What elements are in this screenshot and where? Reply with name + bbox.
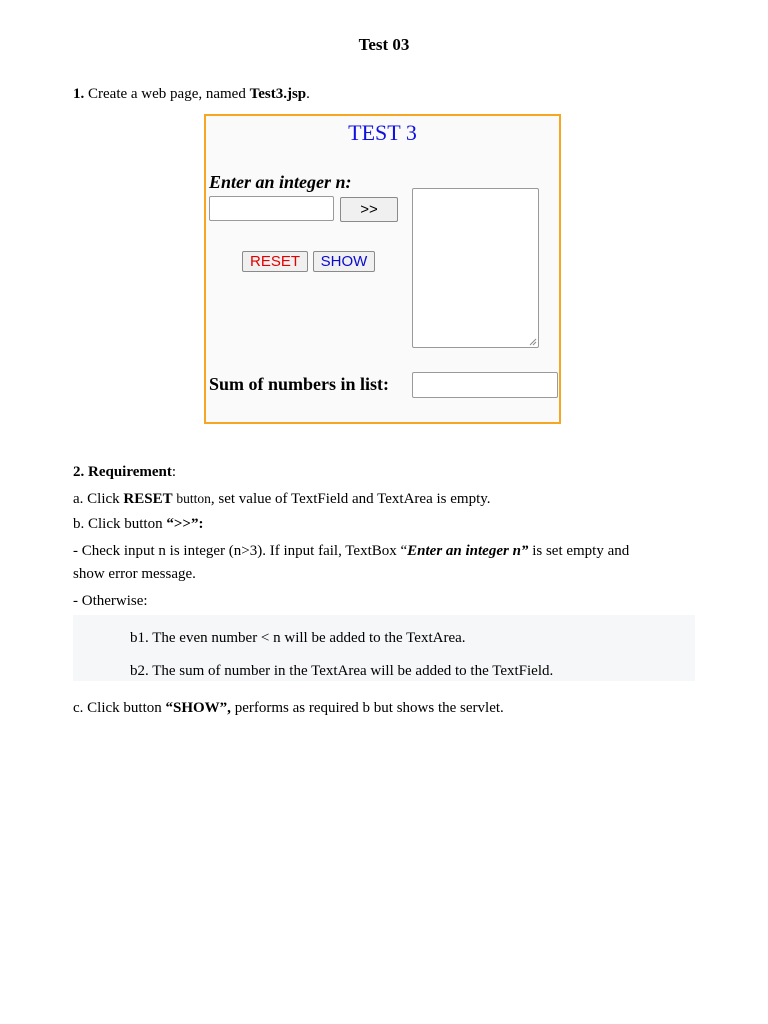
reset-button[interactable]: RESET — [242, 251, 308, 272]
requirement-a-rest: , set value of TextField and TextArea is empty. — [210, 491, 491, 507]
show-button[interactable]: SHOW — [313, 251, 375, 272]
requirement-b2: b2. The sum of number in the TextArea will be added to the TextField. — [130, 663, 554, 679]
section-2-heading: 2. Requirement — [73, 464, 172, 480]
requirement-c — [73, 700, 504, 717]
section-2-heading-line — [73, 464, 176, 481]
section-1-number: 1. — [73, 86, 85, 102]
section-2-colon: : — [171, 464, 177, 480]
requirement-c-keyword: “SHOW”, — [165, 700, 231, 716]
requirement-otherwise: - Otherwise: — [73, 593, 148, 609]
test3-form-figure — [204, 114, 561, 424]
check-line1-rest: is set empty and — [528, 543, 630, 559]
requirement-check-line2: show error message. — [73, 566, 196, 582]
section-1-period: . — [306, 86, 310, 102]
section-1-filename: Test3.jsp — [249, 86, 307, 102]
requirement-c-rest: performs as required b but shows the servlet. — [230, 700, 504, 716]
requirement-b — [73, 516, 203, 533]
requirement-c-prefix: c. Click button — [73, 700, 162, 716]
numbers-textarea[interactable] — [412, 188, 539, 348]
section-1-line — [73, 86, 310, 103]
section-1-text: Create a web page, named — [88, 86, 246, 102]
requirement-check-line1 — [73, 543, 629, 560]
requirement-a — [73, 491, 491, 508]
sum-label: Sum of numbers in list: — [209, 374, 390, 394]
check-line1-prefix: - Check input n is integer (n>3). If input fail, TextBox “ — [73, 543, 408, 559]
requirement-a-button-word: button — [176, 491, 211, 506]
document-title: Test 03 — [358, 35, 410, 54]
requirement-a-keyword: RESET — [123, 491, 173, 507]
next-button[interactable]: >> — [340, 197, 398, 222]
requirement-b-keyword: “>>”: — [166, 516, 204, 532]
figure-heading: TEST 3 — [348, 120, 417, 145]
integer-input-label: Enter an integer n: — [209, 172, 352, 192]
sum-textfield[interactable] — [412, 372, 558, 398]
resize-grip-icon[interactable] — [529, 338, 537, 346]
requirement-b-prefix: b. Click button — [73, 516, 163, 532]
requirement-b1: b1. The even number < n will be added to the TextArea. — [130, 630, 466, 646]
check-line1-emphasis: Enter an integer n” — [407, 543, 529, 559]
requirement-a-prefix: a. Click — [73, 491, 120, 507]
integer-input[interactable] — [209, 196, 334, 221]
